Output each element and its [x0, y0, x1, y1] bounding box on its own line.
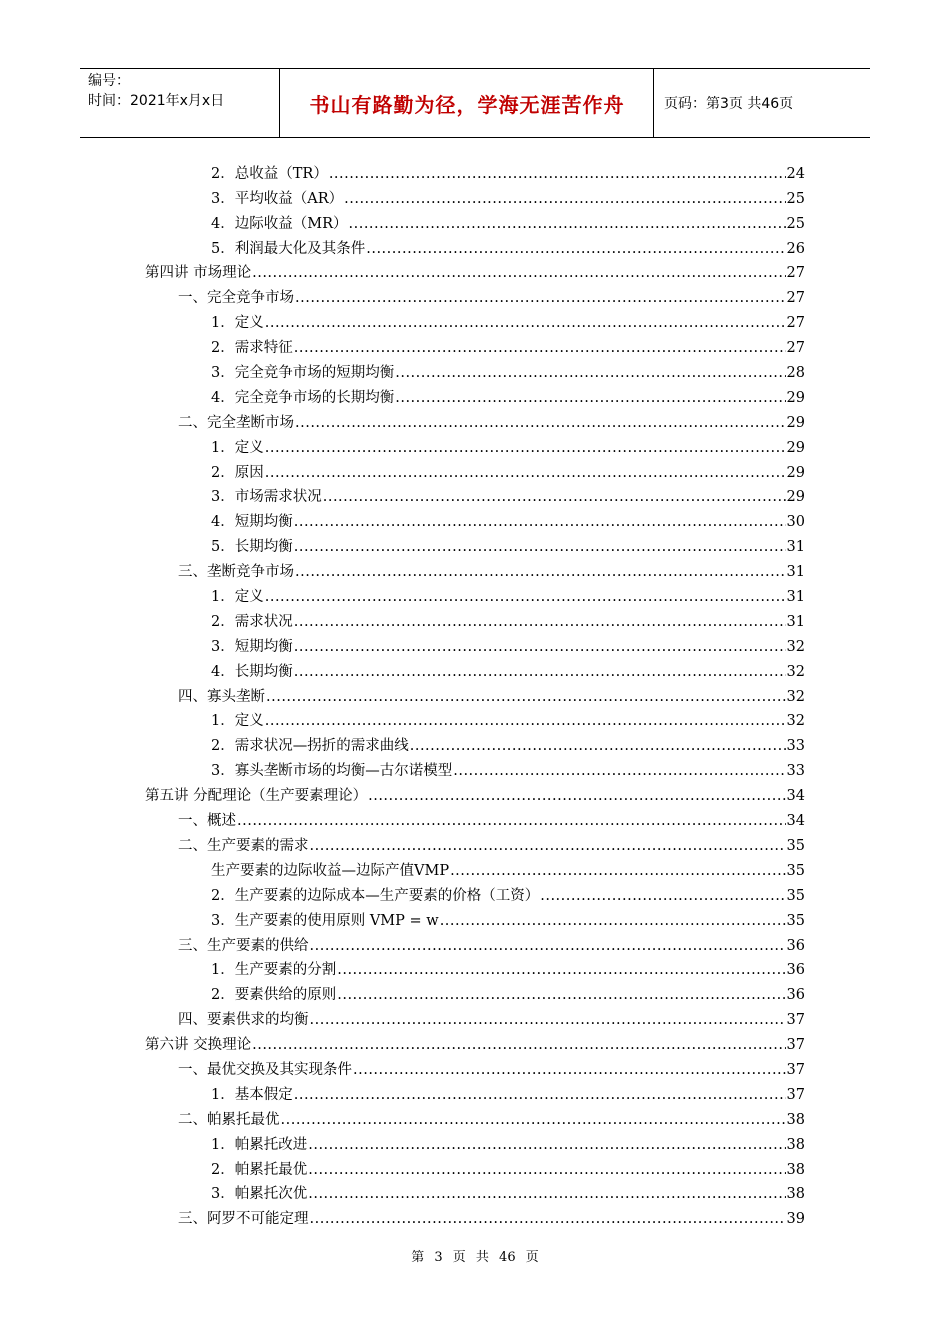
toc-dot-leader: [366, 240, 785, 258]
toc-dot-leader: [395, 364, 785, 382]
toc-entry-page: 31: [786, 564, 805, 581]
toc-dot-leader: [310, 1210, 786, 1228]
toc-entry[interactable]: [145, 1029, 805, 1054]
toc-dot-leader: [310, 837, 786, 855]
toc-entry-label: 2．总收益（TR）: [211, 165, 328, 182]
toc-entry-label: 4．边际收益（MR）: [211, 215, 348, 232]
toc-entry-page: 38: [786, 1186, 805, 1203]
toc-entry-label: 1．帕累托改进: [211, 1136, 308, 1153]
toc-dot-leader: [395, 389, 785, 407]
header-motto: 书山有路勤为径，学海无涯苦作舟: [281, 69, 654, 137]
toc-entry[interactable]: [178, 556, 805, 581]
toc-entry-page: 30: [786, 514, 805, 531]
toc-dot-leader: [294, 1086, 786, 1104]
toc-entry-label: 1．定义: [211, 713, 264, 730]
toc-dot-leader: [294, 339, 786, 357]
toc-entry-label: 4．完全竞争市场的长期均衡: [211, 389, 395, 406]
toc-entry-label: 第四讲 市场理论: [145, 265, 252, 282]
toc-entry[interactable]: [211, 706, 805, 731]
toc-entry-label: 一、完全竞争市场: [178, 290, 294, 307]
toc-entry-label: 四、寡头垄断: [178, 688, 265, 705]
toc-entry-page: 37: [786, 1037, 805, 1054]
toc-dot-leader: [344, 190, 785, 208]
toc-entry-page: 31: [786, 613, 805, 630]
toc-entry[interactable]: [211, 1079, 805, 1104]
toc-dot-leader: [353, 1061, 786, 1079]
toc-entry-label: 2．要素供给的原则: [211, 987, 337, 1004]
toc-entry-page: 37: [786, 1061, 805, 1078]
toc-entry-label: 3．市场需求状况: [211, 489, 322, 506]
toc-entry[interactable]: [145, 780, 805, 805]
toc-entry-label: 3．完全竞争市场的短期均衡: [211, 365, 395, 382]
toc-dot-leader: [337, 961, 785, 979]
toc-entry-label: 1．基本假定: [211, 1086, 293, 1103]
toc-dot-leader: [294, 613, 786, 631]
toc-entry-label: 第六讲 交换理论: [145, 1037, 252, 1054]
toc-entry-page: 31: [786, 539, 805, 556]
toc-entry-label: 一、概述: [178, 813, 236, 830]
toc-entry-label: 4．长期均衡: [211, 663, 293, 680]
toc-entry-page: 33: [786, 763, 805, 780]
toc-entry[interactable]: [211, 631, 805, 656]
toc-entry-page: 24: [786, 165, 805, 182]
toc-entry[interactable]: [211, 233, 805, 258]
toc-dot-leader: [295, 563, 786, 581]
toc-entry-page: 29: [786, 389, 805, 406]
toc-entry-label: 四、要素供求的均衡: [178, 1012, 309, 1029]
toc-entry-label: 2．需求特征: [211, 340, 293, 357]
toc-entry[interactable]: [211, 457, 805, 482]
toc-entry[interactable]: [211, 905, 805, 930]
toc-entry[interactable]: [211, 482, 805, 507]
toc-entry-page: 38: [786, 1136, 805, 1153]
toc-dot-leader: [265, 464, 786, 482]
toc-dot-leader: [323, 488, 786, 506]
toc-dot-leader: [308, 1136, 785, 1154]
toc-entry[interactable]: [178, 930, 805, 955]
toc-dot-leader: [294, 538, 786, 556]
toc-entry[interactable]: [211, 979, 805, 1004]
toc-entry-page: 39: [786, 1211, 805, 1228]
toc-entry-page: 28: [786, 365, 805, 382]
toc-dot-leader: [349, 215, 786, 233]
toc-entry[interactable]: [145, 258, 805, 283]
toc-dot-leader: [337, 986, 785, 1004]
toc-entry-page: 36: [786, 937, 805, 954]
toc-entry-page: 35: [786, 862, 805, 879]
toc-entry[interactable]: [178, 407, 805, 432]
toc-entry-page: 35: [786, 837, 805, 854]
toc-entry[interactable]: [211, 1129, 805, 1154]
toc-entry-label: 3．生产要素的使用原则 VMP = w: [211, 912, 439, 929]
toc-entry-page: 29: [786, 439, 805, 456]
toc-entry-page: 34: [786, 788, 805, 805]
toc-entry[interactable]: [211, 208, 805, 233]
toc-entry-page: 25: [786, 190, 805, 207]
toc-entry-label: 4．短期均衡: [211, 514, 293, 531]
number-label: 编号：: [88, 73, 130, 89]
toc-dot-leader: [453, 762, 785, 780]
toc-dot-leader: [440, 912, 786, 930]
toc-dot-leader: [265, 712, 786, 730]
toc-entry[interactable]: [211, 1154, 805, 1179]
toc-entry-label: 5．长期均衡: [211, 539, 293, 556]
toc-entry[interactable]: [178, 1004, 805, 1029]
toc-dot-leader: [540, 887, 785, 905]
toc-entry-page: 31: [786, 589, 805, 606]
toc-entry-label: 5．利润最大化及其条件: [211, 240, 366, 257]
toc-dot-leader: [308, 1185, 785, 1203]
toc-entry-page: 27: [786, 265, 805, 282]
toc-entry[interactable]: [178, 805, 805, 830]
toc-entry-page: 32: [786, 688, 805, 705]
toc-entry-label: 2．帕累托最优: [211, 1161, 308, 1178]
toc-entry-page: 36: [786, 962, 805, 979]
time-label: 时间：2021年x月x日: [88, 93, 225, 109]
toc-entry-page: 33: [786, 738, 805, 755]
toc-entry-label: 3．平均收益（AR）: [211, 190, 344, 207]
toc-entry-label: 2．需求状况: [211, 613, 293, 630]
toc-dot-leader: [410, 737, 786, 755]
toc-dot-leader: [308, 1161, 785, 1179]
toc-entry-label: 1．生产要素的分割: [211, 962, 337, 979]
toc-dot-leader: [266, 688, 786, 706]
toc-entry[interactable]: [211, 955, 805, 980]
toc-entry[interactable]: [211, 606, 805, 631]
toc-dot-leader: [310, 1011, 786, 1029]
toc-entry-label: 三、阿罗不可能定理: [178, 1211, 309, 1228]
toc-entry-page: 36: [786, 987, 805, 1004]
toc-entry-label: 三、生产要素的供给: [178, 937, 309, 954]
toc-entry[interactable]: [211, 158, 805, 183]
toc-dot-leader: [252, 1036, 785, 1054]
toc-entry-page: 25: [786, 215, 805, 232]
toc-entry-label: 3．寡头垄断市场的均衡—古尔诺模型: [211, 763, 453, 780]
toc-entry-label: 3．帕累托次优: [211, 1186, 308, 1203]
toc-entry-page: 32: [786, 663, 805, 680]
toc-entry[interactable]: [211, 730, 805, 755]
toc-entry[interactable]: [211, 531, 805, 556]
toc-entry[interactable]: [211, 880, 805, 905]
toc-dot-leader: [252, 264, 785, 282]
toc-entry[interactable]: [211, 307, 805, 332]
toc-dot-leader: [294, 663, 786, 681]
toc-entry[interactable]: [211, 755, 805, 780]
toc-entry-label: 1．定义: [211, 439, 264, 456]
toc-entry-label: 2．生产要素的边际成本—生产要素的价格（工资）: [211, 887, 540, 904]
toc-entry-page: 29: [786, 414, 805, 431]
toc-entry-label: 3．短期均衡: [211, 638, 293, 655]
toc-entry[interactable]: [211, 656, 805, 681]
toc-dot-leader: [265, 439, 786, 457]
toc-dot-leader: [295, 414, 786, 432]
toc-entry-page: 38: [786, 1111, 805, 1128]
toc-dot-leader: [294, 513, 786, 531]
toc-dot-leader: [329, 165, 786, 183]
toc-dot-leader: [237, 812, 786, 830]
toc-entry-page: 38: [786, 1161, 805, 1178]
toc-entry-page: 32: [786, 638, 805, 655]
toc-entry-page: 29: [786, 464, 805, 481]
toc-entry-page: 27: [786, 290, 805, 307]
header-page-info: 页码：第3页 共46页: [664, 96, 794, 112]
toc-entry-label: 2．需求状况—拐折的需求曲线: [211, 738, 409, 755]
toc-entry-label: 二、帕累托最优: [178, 1111, 280, 1128]
toc-dot-leader: [281, 1111, 786, 1129]
toc-entry-page: 34: [786, 813, 805, 830]
toc-entry-label: 二、生产要素的需求: [178, 837, 309, 854]
table-of-contents: [0, 158, 950, 1228]
toc-entry-page: 35: [786, 887, 805, 904]
toc-entry-page: 26: [786, 240, 805, 257]
toc-entry-label: 三、垄断竞争市场: [178, 564, 294, 581]
page-footer: 第 3 页 共 46 页: [411, 1250, 539, 1265]
toc-entry-label: 一、最优交换及其实现条件: [178, 1061, 352, 1078]
toc-entry[interactable]: [178, 282, 805, 307]
toc-entry[interactable]: [211, 357, 805, 382]
toc-entry[interactable]: [178, 1054, 805, 1079]
toc-entry[interactable]: [178, 1104, 805, 1129]
toc-entry-page: 29: [786, 489, 805, 506]
toc-entry[interactable]: [211, 332, 805, 357]
toc-entry-label: 二、完全垄断市场: [178, 414, 294, 431]
toc-entry-page: 32: [786, 713, 805, 730]
toc-entry-label: 生产要素的边际收益—边际产值VMP: [211, 862, 450, 879]
toc-dot-leader: [294, 638, 786, 656]
toc-entry[interactable]: [178, 681, 805, 706]
toc-dot-leader: [450, 862, 785, 880]
toc-entry-page: 27: [786, 315, 805, 332]
toc-entry[interactable]: [211, 1179, 805, 1204]
toc-entry[interactable]: [211, 506, 805, 531]
toc-entry-page: 37: [786, 1086, 805, 1103]
toc-dot-leader: [295, 289, 786, 307]
toc-entry-label: 1．定义: [211, 315, 264, 332]
toc-entry[interactable]: [178, 830, 805, 855]
toc-entry[interactable]: [211, 855, 805, 880]
toc-entry[interactable]: [211, 382, 805, 407]
toc-entry[interactable]: [211, 581, 805, 606]
toc-entry-label: 第五讲 分配理论（生产要素理论）: [145, 788, 368, 805]
toc-entry-page: 35: [786, 912, 805, 929]
toc-entry[interactable]: [178, 1203, 805, 1228]
toc-entry-label: 1．定义: [211, 589, 264, 606]
toc-dot-leader: [265, 588, 786, 606]
toc-entry-page: 37: [786, 1012, 805, 1029]
toc-entry-label: 2．原因: [211, 464, 264, 481]
toc-entry[interactable]: [211, 432, 805, 457]
toc-entry[interactable]: [211, 183, 805, 208]
page-header: [80, 68, 870, 138]
toc-dot-leader: [265, 314, 786, 332]
toc-dot-leader: [368, 787, 785, 805]
toc-dot-leader: [310, 937, 786, 955]
toc-entry-page: 27: [786, 340, 805, 357]
header-meta: [80, 69, 280, 137]
